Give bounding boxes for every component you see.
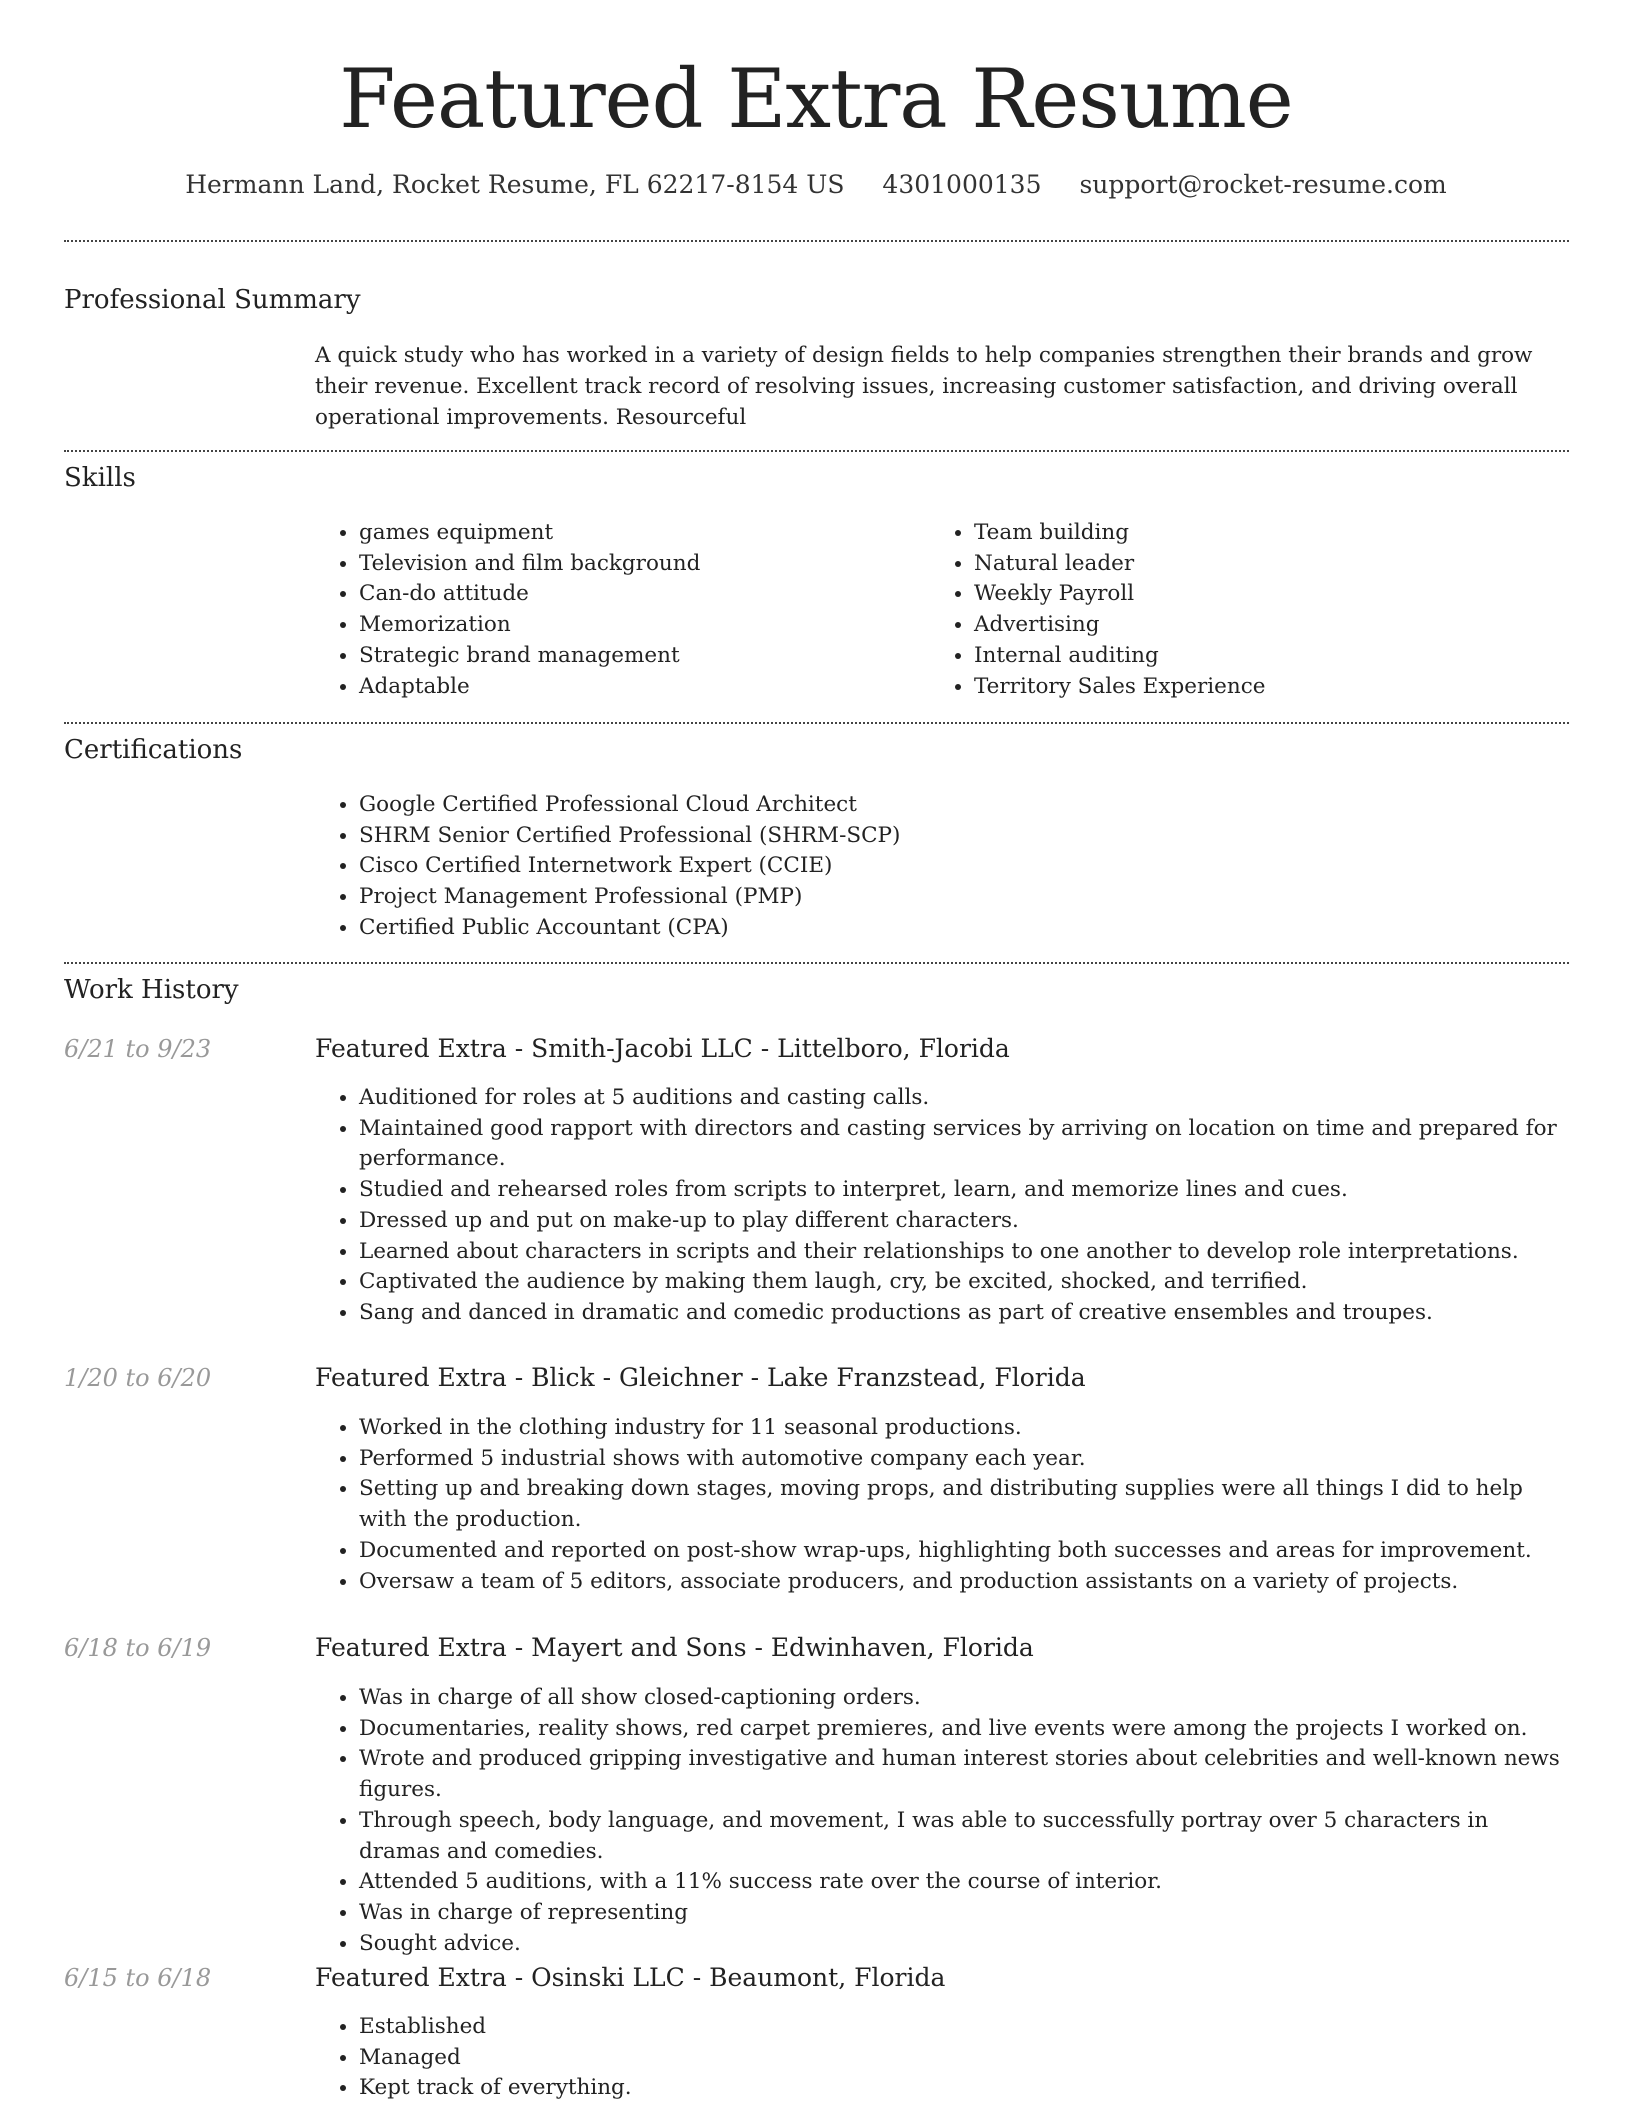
skill-item: • Territory Sales Experience (974, 672, 1550, 703)
skill-item: • Adaptable (359, 672, 915, 703)
job-duty: • Was in charge of all show closed-captioning orders. (359, 1683, 1575, 1714)
certification-item: • Certified Public Accountant (CPA) (359, 913, 1515, 944)
section-divider (64, 450, 1569, 452)
job-duty: • Learned about characters in scripts and their relationships to one another to develop role interpretations. (359, 1237, 1575, 1268)
certifications-heading: Certifications (64, 735, 243, 765)
section-divider (64, 962, 1569, 964)
contact-line (0, 168, 1632, 202)
skill-item: • Advertising (974, 610, 1550, 641)
job-duty: • Worked in the clothing industry for 11 seasonal productions. (359, 1413, 1575, 1444)
job-duty: • Attended 5 auditions, with a 11% success rate over the course of interior. (359, 1867, 1575, 1898)
job-title: Featured Extra - Osinski LLC - Beaumont, Florida (315, 1963, 946, 1992)
skill-item: • Natural leader (974, 549, 1550, 580)
job-dates: 1/20 to 6/20 (64, 1364, 212, 1392)
job-duty: • Oversaw a team of 5 editors, associate producers, and production assistants on a variety of projects. (359, 1567, 1575, 1598)
job-duty: • Sought advice. (359, 1929, 1575, 1960)
contact-address: Hermann Land, Rocket Resume, FL 62217-8154 US (185, 170, 845, 199)
work-history-heading: Work History (64, 975, 239, 1005)
job-duty: • Managed (359, 2043, 1575, 2074)
skills-column-right (930, 518, 1550, 702)
certifications-list (315, 790, 1515, 944)
job-title: Featured Extra - Blick - Gleichner - Lake Franzstead, Florida (315, 1363, 1086, 1392)
certification-item: • Project Management Professional (PMP) (359, 882, 1515, 913)
job-duty: • Performed 5 industrial shows with automotive company each year. (359, 1444, 1575, 1475)
job-duty: • Through speech, body language, and movement, I was able to successfully portray over 5 characters in dramas and comedies. (359, 1806, 1575, 1867)
job-duty: • Studied and rehearsed roles from scripts to interpret, learn, and memorize lines and cues. (359, 1175, 1575, 1206)
skills-heading: Skills (64, 463, 136, 493)
skill-item: • Team building (974, 518, 1550, 549)
skills-column-left (315, 518, 915, 702)
job-duty: • Captivated the audience by making them laugh, cry, be excited, shocked, and terrified. (359, 1267, 1575, 1298)
certification-item: • Cisco Certified Internetwork Expert (CCIE) (359, 851, 1515, 882)
section-divider (64, 722, 1569, 724)
job-duty: • Sang and danced in dramatic and comedic productions as part of creative ensembles and troupes. (359, 1298, 1575, 1329)
job-duty: • Setting up and breaking down stages, moving props, and distributing supplies were all things I did to help with the production. (359, 1474, 1575, 1535)
skill-item: • Weekly Payroll (974, 579, 1550, 610)
job-title: Featured Extra - Smith-Jacobi LLC - Littelboro, Florida (315, 1034, 1010, 1063)
job-dates: 6/15 to 6/18 (64, 1964, 212, 1992)
job-duty: • Documentaries, reality shows, red carpet premieres, and live events were among the projects I worked on. (359, 1714, 1575, 1745)
job-duty: • Maintained good rapport with directors and casting services by arriving on location on time and prepared for performance. (359, 1114, 1575, 1175)
skill-item: • Television and film background (359, 549, 915, 580)
job-duties (315, 1083, 1575, 1329)
job-duties (315, 1413, 1575, 1597)
job-dates: 6/21 to 9/23 (64, 1035, 212, 1063)
skill-item: • Internal auditing (974, 641, 1550, 672)
certification-item: • Google Certified Professional Cloud Architect (359, 790, 1515, 821)
job-duty: • Was in charge of representing (359, 1898, 1575, 1929)
skill-item: • Strategic brand management (359, 641, 915, 672)
job-duty: • Wrote and produced gripping investigative and human interest stories about celebrities and well-known news figures. (359, 1744, 1575, 1805)
job-duty: • Documented and reported on post-show wrap-ups, highlighting both successes and areas for improvement. (359, 1536, 1575, 1567)
summary-text: A quick study who has worked in a variety of design fields to help companies strengthen their brands and grow their revenue. Excellent track record of resolving issues, increasing customer satisfaction, and driving overall operational improvements. Resourceful (315, 343, 1533, 430)
certification-item: • SHRM Senior Certified Professional (SHRM-SCP) (359, 821, 1515, 852)
job-duties (315, 1683, 1575, 1959)
job-title: Featured Extra - Mayert and Sons - Edwinhaven, Florida (315, 1633, 1034, 1662)
contact-phone: 4301000135 (882, 170, 1042, 199)
job-duty: • Dressed up and put on make-up to play different characters. (359, 1206, 1575, 1237)
section-divider (64, 240, 1569, 242)
contact-email: support@rocket-resume.com (1079, 170, 1447, 199)
job-duties (315, 2012, 1575, 2104)
job-duty: • Established (359, 2012, 1575, 2043)
job-dates: 6/18 to 6/19 (64, 1634, 212, 1662)
resume-title: Featured Extra Resume (339, 53, 1293, 147)
job-duty: • Auditioned for roles at 5 auditions and casting calls. (359, 1083, 1575, 1114)
skill-item: • games equipment (359, 518, 915, 549)
job-duty: • Kept track of everything. (359, 2073, 1575, 2104)
skill-item: • Can-do attitude (359, 579, 915, 610)
skill-item: • Memorization (359, 610, 915, 641)
summary-heading: Professional Summary (64, 285, 361, 315)
